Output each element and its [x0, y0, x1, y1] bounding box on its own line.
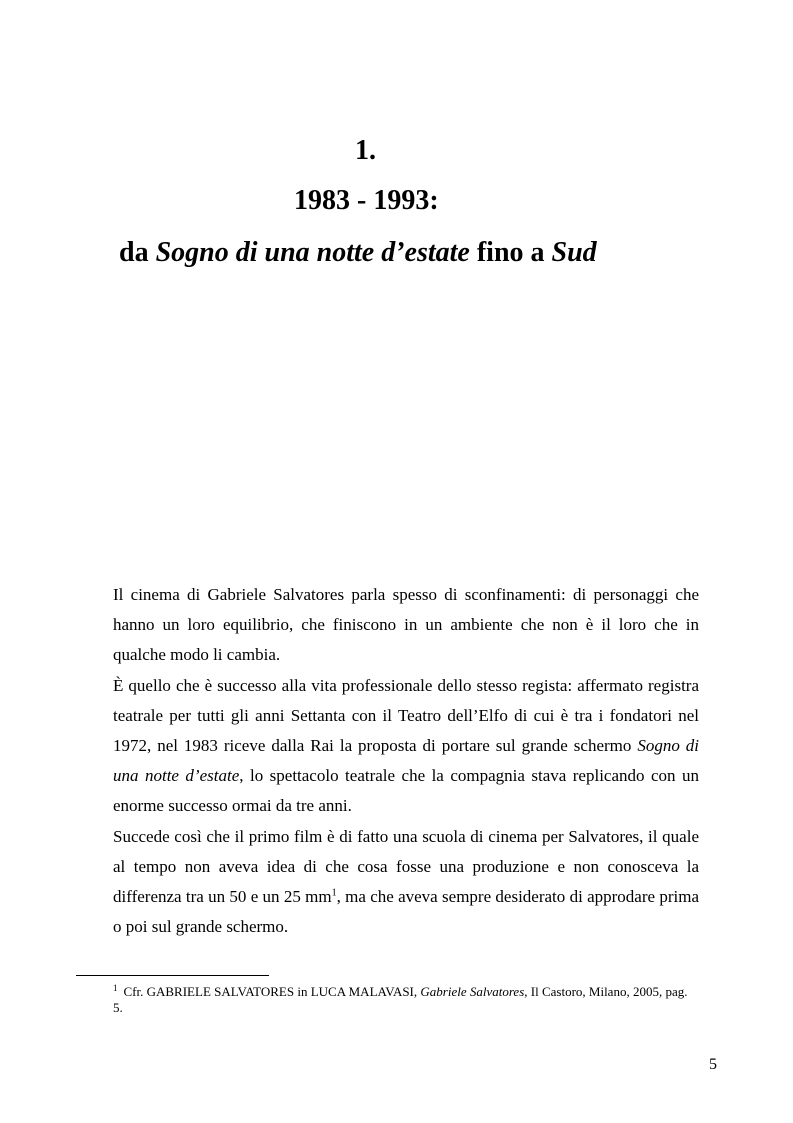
chapter-title-prefix: da	[119, 237, 156, 268]
paragraph-3-text-b: , ma che aveva sempre desiderato di approdare prima o poi sul grande schermo.	[113, 887, 699, 937]
page-number: 5	[709, 1056, 717, 1073]
chapter-title-work1: Sogno di una notte d’estate	[155, 237, 470, 268]
chapter-title-middle: fino a	[469, 237, 552, 268]
footnote-mark: 1	[113, 982, 118, 993]
body-text	[113, 580, 699, 942]
paragraph-1: Il cinema di Gabriele Salvatores parla spesso di sconfinamenti: di personaggi che hanno un loro equilibrio, che finiscono in un ambiente che non è il loro che in qualche modo li cambia.	[113, 585, 699, 665]
chapter-title	[119, 236, 597, 270]
chapter-years: 1983 - 1993:	[294, 185, 439, 216]
footnote-work: Gabriele Salvatores	[420, 984, 525, 999]
paragraph-2-work: Sogno di una notte d’estate	[113, 736, 699, 786]
paragraph-3-text-a: Succede così che il primo film è di fatto una scuola di cinema per Salvatores, il quale al tempo non aveva idea di che cosa fosse una produzione e non conosceva la differenza tra un 50 e un 25 mm	[113, 826, 699, 907]
paragraph-2-text-b: , lo spettacolo teatrale che la compagnia stava replicando con un enorme successo ormai da tre anni.	[113, 766, 699, 816]
footnote-divider	[76, 975, 269, 976]
footnote	[113, 984, 693, 1016]
chapter-title-work2: Sud	[551, 237, 597, 268]
footnote-text-a: Cfr. GABRIELE SALVATORES in LUCA MALAVASI,	[123, 984, 421, 999]
footnote-reference[interactable]: 1	[331, 887, 337, 899]
chapter-number: 1.	[355, 135, 376, 166]
paragraph-2	[113, 671, 699, 822]
paragraph-2-text-a: È quello che è successo alla vita professionale dello stesso regista: affermato registra teatrale per tutti gli anni Settanta con il Teatro dell’Elfo di cui è tra i fondatori nel 1972, nel 1983 riceve dalla Rai la proposta di portare sul grande schermo	[113, 675, 699, 756]
footnote-text-b: , Il Castoro, Milano, 2005, pag. 5.	[113, 984, 688, 1015]
paragraph-3	[113, 822, 699, 943]
